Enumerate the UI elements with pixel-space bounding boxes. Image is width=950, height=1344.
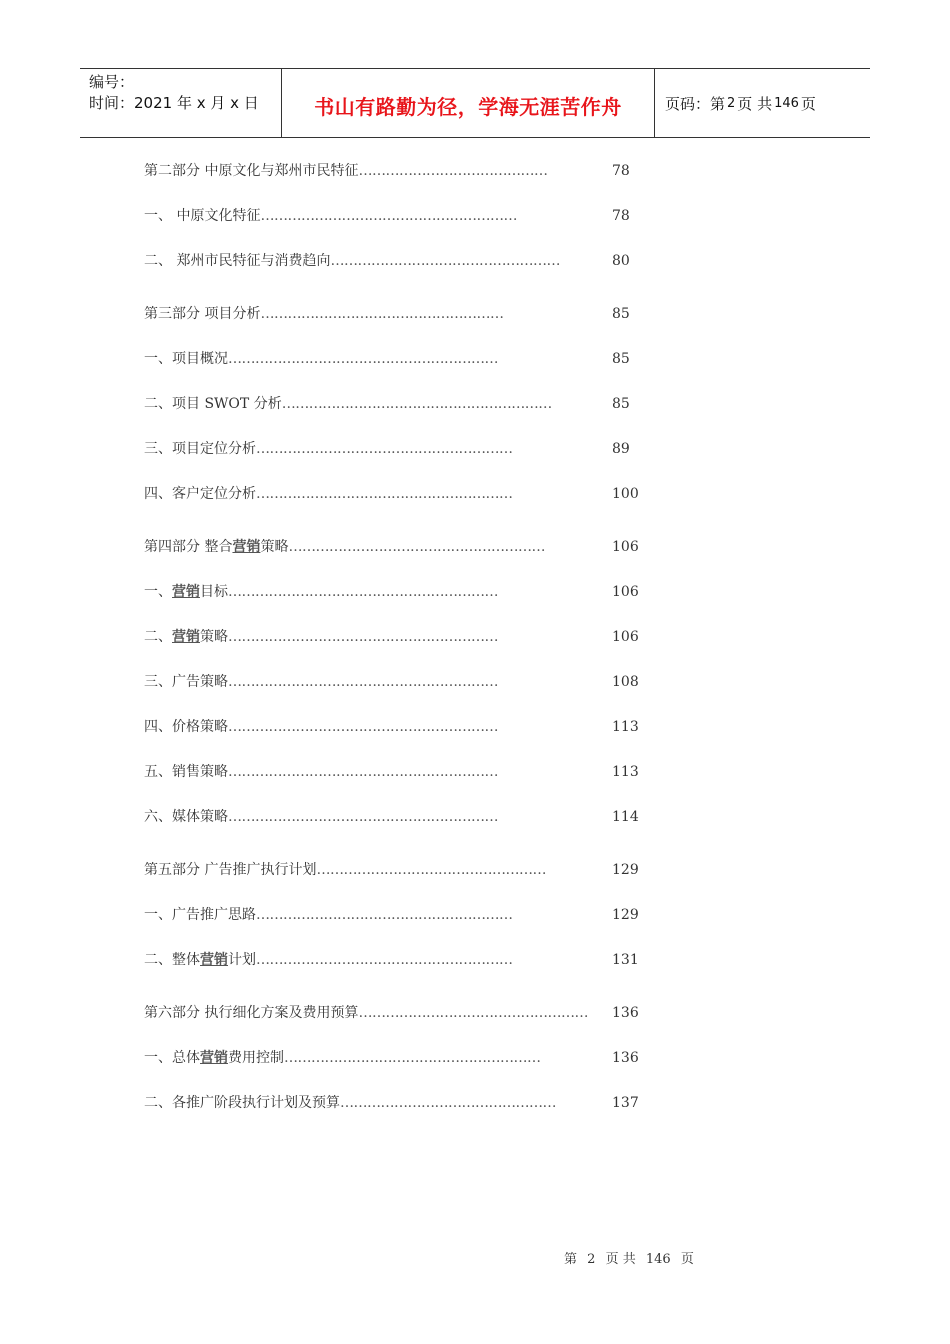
document-date-label: 时间：2021 年 x 月 x 日 bbox=[89, 94, 259, 112]
toc-leader-dots: …………………………………………… bbox=[316, 862, 546, 878]
toc-leader-dots: …………………………………………………… bbox=[228, 629, 498, 645]
toc-page-number: 113 bbox=[612, 719, 639, 735]
toc-leader-dots: ………………………………………………… bbox=[256, 952, 513, 968]
toc-entry-title bbox=[144, 673, 228, 691]
footer-prefix: 第 bbox=[564, 1252, 578, 1267]
toc-title-text: 三、项目定位分析 bbox=[144, 441, 256, 457]
toc-entry[interactable] bbox=[144, 808, 639, 826]
toc-leader-dots: …………………………………………… bbox=[358, 1005, 588, 1021]
page-footer bbox=[564, 1248, 700, 1267]
toc-page-number: 85 bbox=[612, 351, 630, 367]
toc-title-text: 策略 bbox=[200, 629, 228, 645]
toc-entry[interactable] bbox=[144, 485, 639, 503]
toc-entry-title bbox=[144, 1094, 340, 1112]
header-motto: 书山有路勤为径，学海无涯苦作舟 bbox=[314, 94, 622, 119]
toc-leader-dots: …………………………………………………… bbox=[228, 351, 498, 367]
toc-title-keyword: 营销 bbox=[172, 629, 200, 645]
toc-title-keyword: 营销 bbox=[232, 539, 261, 555]
header-meta bbox=[80, 69, 282, 137]
toc-title-text: 第四部分 整合 bbox=[144, 539, 233, 555]
toc-entry-title bbox=[144, 1049, 284, 1067]
header-page-indicator bbox=[655, 69, 870, 137]
toc-page-number: 113 bbox=[612, 764, 639, 780]
toc-leader-dots: ………………………………………………… bbox=[260, 208, 517, 224]
toc-leader-dots: …………………………………………………… bbox=[228, 719, 498, 735]
toc-entry[interactable] bbox=[144, 1004, 639, 1022]
toc-page-number: 106 bbox=[612, 584, 639, 600]
toc-title-keyword: 营销 bbox=[200, 1050, 228, 1066]
toc-entry-title bbox=[144, 350, 228, 368]
toc-leader-dots: ………………………………………………… bbox=[256, 907, 513, 923]
toc-title-text: 计划 bbox=[228, 952, 256, 968]
toc-entry-title bbox=[144, 538, 288, 556]
toc-leader-dots: ………………………………………………… bbox=[256, 486, 513, 502]
toc-title-text: 二、 郑州市民特征与消费趋向 bbox=[144, 253, 331, 269]
toc-leader-dots: ………………………………………… bbox=[340, 1095, 556, 1111]
toc-entry-title bbox=[144, 906, 256, 924]
toc-page-number: 80 bbox=[612, 253, 630, 269]
toc-title-text: 一、项目概况 bbox=[144, 351, 228, 367]
toc-leader-dots: …………………………………………………… bbox=[228, 584, 498, 600]
toc-leader-dots: ……………………………………………… bbox=[260, 306, 504, 322]
toc-entry-title bbox=[144, 252, 330, 270]
toc-entry[interactable] bbox=[144, 951, 639, 969]
toc-page-number: 100 bbox=[612, 486, 639, 502]
toc-title-text: 第二部分 中原文化与郑州市民特征 bbox=[144, 163, 359, 179]
toc-entry-title bbox=[144, 395, 282, 413]
toc-entry[interactable] bbox=[144, 1049, 639, 1067]
toc-page-number: 129 bbox=[612, 907, 639, 923]
toc-leader-dots: …………………………………………………… bbox=[228, 764, 498, 780]
toc-leader-dots: …………………………………… bbox=[358, 163, 548, 179]
toc-title-text: 一、广告推广思路 bbox=[144, 907, 256, 923]
toc-entry[interactable] bbox=[144, 350, 630, 368]
toc-entry[interactable] bbox=[144, 538, 639, 556]
toc-title-text: 第三部分 项目分析 bbox=[144, 306, 261, 322]
toc-title-text: 一、总体 bbox=[144, 1050, 200, 1066]
toc-entry-title bbox=[144, 628, 228, 646]
toc-entry[interactable] bbox=[144, 673, 639, 691]
toc-title-keyword: 营销 bbox=[172, 584, 200, 600]
page-header bbox=[80, 68, 870, 138]
toc-title-text: 三、广告策略 bbox=[144, 674, 228, 690]
toc-entry[interactable] bbox=[144, 252, 630, 270]
toc-page-number: 78 bbox=[612, 163, 630, 179]
toc-page-number: 129 bbox=[612, 862, 639, 878]
toc-title-text: 费用控制 bbox=[228, 1050, 284, 1066]
toc-entry[interactable] bbox=[144, 718, 639, 736]
toc-entry[interactable] bbox=[144, 583, 639, 601]
toc-entry-title bbox=[144, 808, 228, 826]
toc-page-number: 136 bbox=[612, 1050, 639, 1066]
footer-mid: 页 共 bbox=[605, 1252, 636, 1267]
toc-title-text: 二、 bbox=[144, 629, 172, 645]
toc-title-text: 二、各推广阶段执行计划及预算 bbox=[144, 1095, 340, 1111]
toc-leader-dots: ………………………………………………… bbox=[256, 441, 513, 457]
toc-leader-dots: ………………………………………………… bbox=[288, 539, 545, 555]
page-prefix: 页码：第 bbox=[665, 94, 726, 113]
toc-page-number: 85 bbox=[612, 306, 630, 322]
toc-title-text: 一、 bbox=[144, 584, 172, 600]
toc-entry[interactable] bbox=[144, 1094, 639, 1112]
toc-title-text: 二、项目 SWOT 分析 bbox=[144, 396, 282, 412]
header-motto-cell bbox=[282, 69, 655, 137]
toc-entry-title bbox=[144, 583, 228, 601]
document-id-label: 编号： bbox=[89, 73, 135, 91]
toc-title-text: 策略 bbox=[260, 539, 289, 555]
toc-title-text: 二、整体 bbox=[144, 952, 200, 968]
footer-suffix: 页 bbox=[680, 1252, 694, 1267]
toc-page-number: 108 bbox=[612, 674, 639, 690]
toc-page-number: 137 bbox=[612, 1095, 639, 1111]
toc-title-text: 第六部分 执行细化方案及费用预算 bbox=[144, 1005, 359, 1021]
page-number: 2 bbox=[727, 95, 736, 111]
toc-page-number: 89 bbox=[612, 441, 630, 457]
toc-title-text: 五、销售策略 bbox=[144, 764, 228, 780]
toc-entry[interactable] bbox=[144, 628, 639, 646]
toc-title-text: 一、 中原文化特征 bbox=[144, 208, 261, 224]
toc-entry[interactable] bbox=[144, 395, 630, 413]
toc-leader-dots: …………………………………………………… bbox=[228, 809, 498, 825]
toc-title-keyword: 营销 bbox=[200, 952, 228, 968]
toc-entry[interactable] bbox=[144, 906, 639, 924]
footer-page-total: 146 bbox=[645, 1252, 671, 1267]
toc-leader-dots: …………………………………………………… bbox=[228, 674, 498, 690]
toc-entry[interactable] bbox=[144, 440, 630, 458]
toc-page-number: 136 bbox=[612, 1005, 639, 1021]
toc-entry[interactable] bbox=[144, 861, 639, 879]
toc-page-number: 106 bbox=[612, 539, 639, 555]
toc-entry[interactable] bbox=[144, 162, 630, 180]
toc-entry[interactable] bbox=[144, 763, 639, 781]
toc-page-number: 114 bbox=[612, 809, 639, 825]
toc-leader-dots: ………………………………………………… bbox=[284, 1050, 541, 1066]
toc-entry-title bbox=[144, 305, 260, 323]
toc-entry-title bbox=[144, 485, 256, 503]
toc-title-text: 目标 bbox=[200, 584, 228, 600]
toc-entry-title bbox=[144, 763, 228, 781]
toc-page-number: 131 bbox=[612, 952, 639, 968]
toc-title-text: 四、价格策略 bbox=[144, 719, 228, 735]
toc-entry[interactable] bbox=[144, 207, 630, 225]
page-suffix: 页 bbox=[800, 94, 816, 113]
toc-entry-title bbox=[144, 718, 228, 736]
toc-page-number: 78 bbox=[612, 208, 630, 224]
toc-entry-title bbox=[144, 207, 260, 225]
footer-page-number: 2 bbox=[587, 1252, 596, 1267]
toc-entry-title bbox=[144, 861, 316, 879]
toc-title-text: 六、媒体策略 bbox=[144, 809, 228, 825]
toc-entry-title bbox=[144, 162, 358, 180]
toc-page-number: 85 bbox=[612, 396, 630, 412]
toc-entry-title bbox=[144, 440, 256, 458]
toc-entry[interactable] bbox=[144, 305, 630, 323]
toc-page-number: 106 bbox=[612, 629, 639, 645]
toc-entry-title bbox=[144, 1004, 358, 1022]
toc-title-text: 四、客户定位分析 bbox=[144, 486, 256, 502]
toc-leader-dots: …………………………………………………… bbox=[281, 396, 552, 412]
toc-title-text: 第五部分 广告推广执行计划 bbox=[144, 862, 317, 878]
page-mid: 页 共 bbox=[737, 94, 773, 113]
toc-leader-dots: …………………………………………… bbox=[330, 253, 560, 269]
page-total: 146 bbox=[774, 95, 799, 111]
toc-entry-title bbox=[144, 951, 256, 969]
